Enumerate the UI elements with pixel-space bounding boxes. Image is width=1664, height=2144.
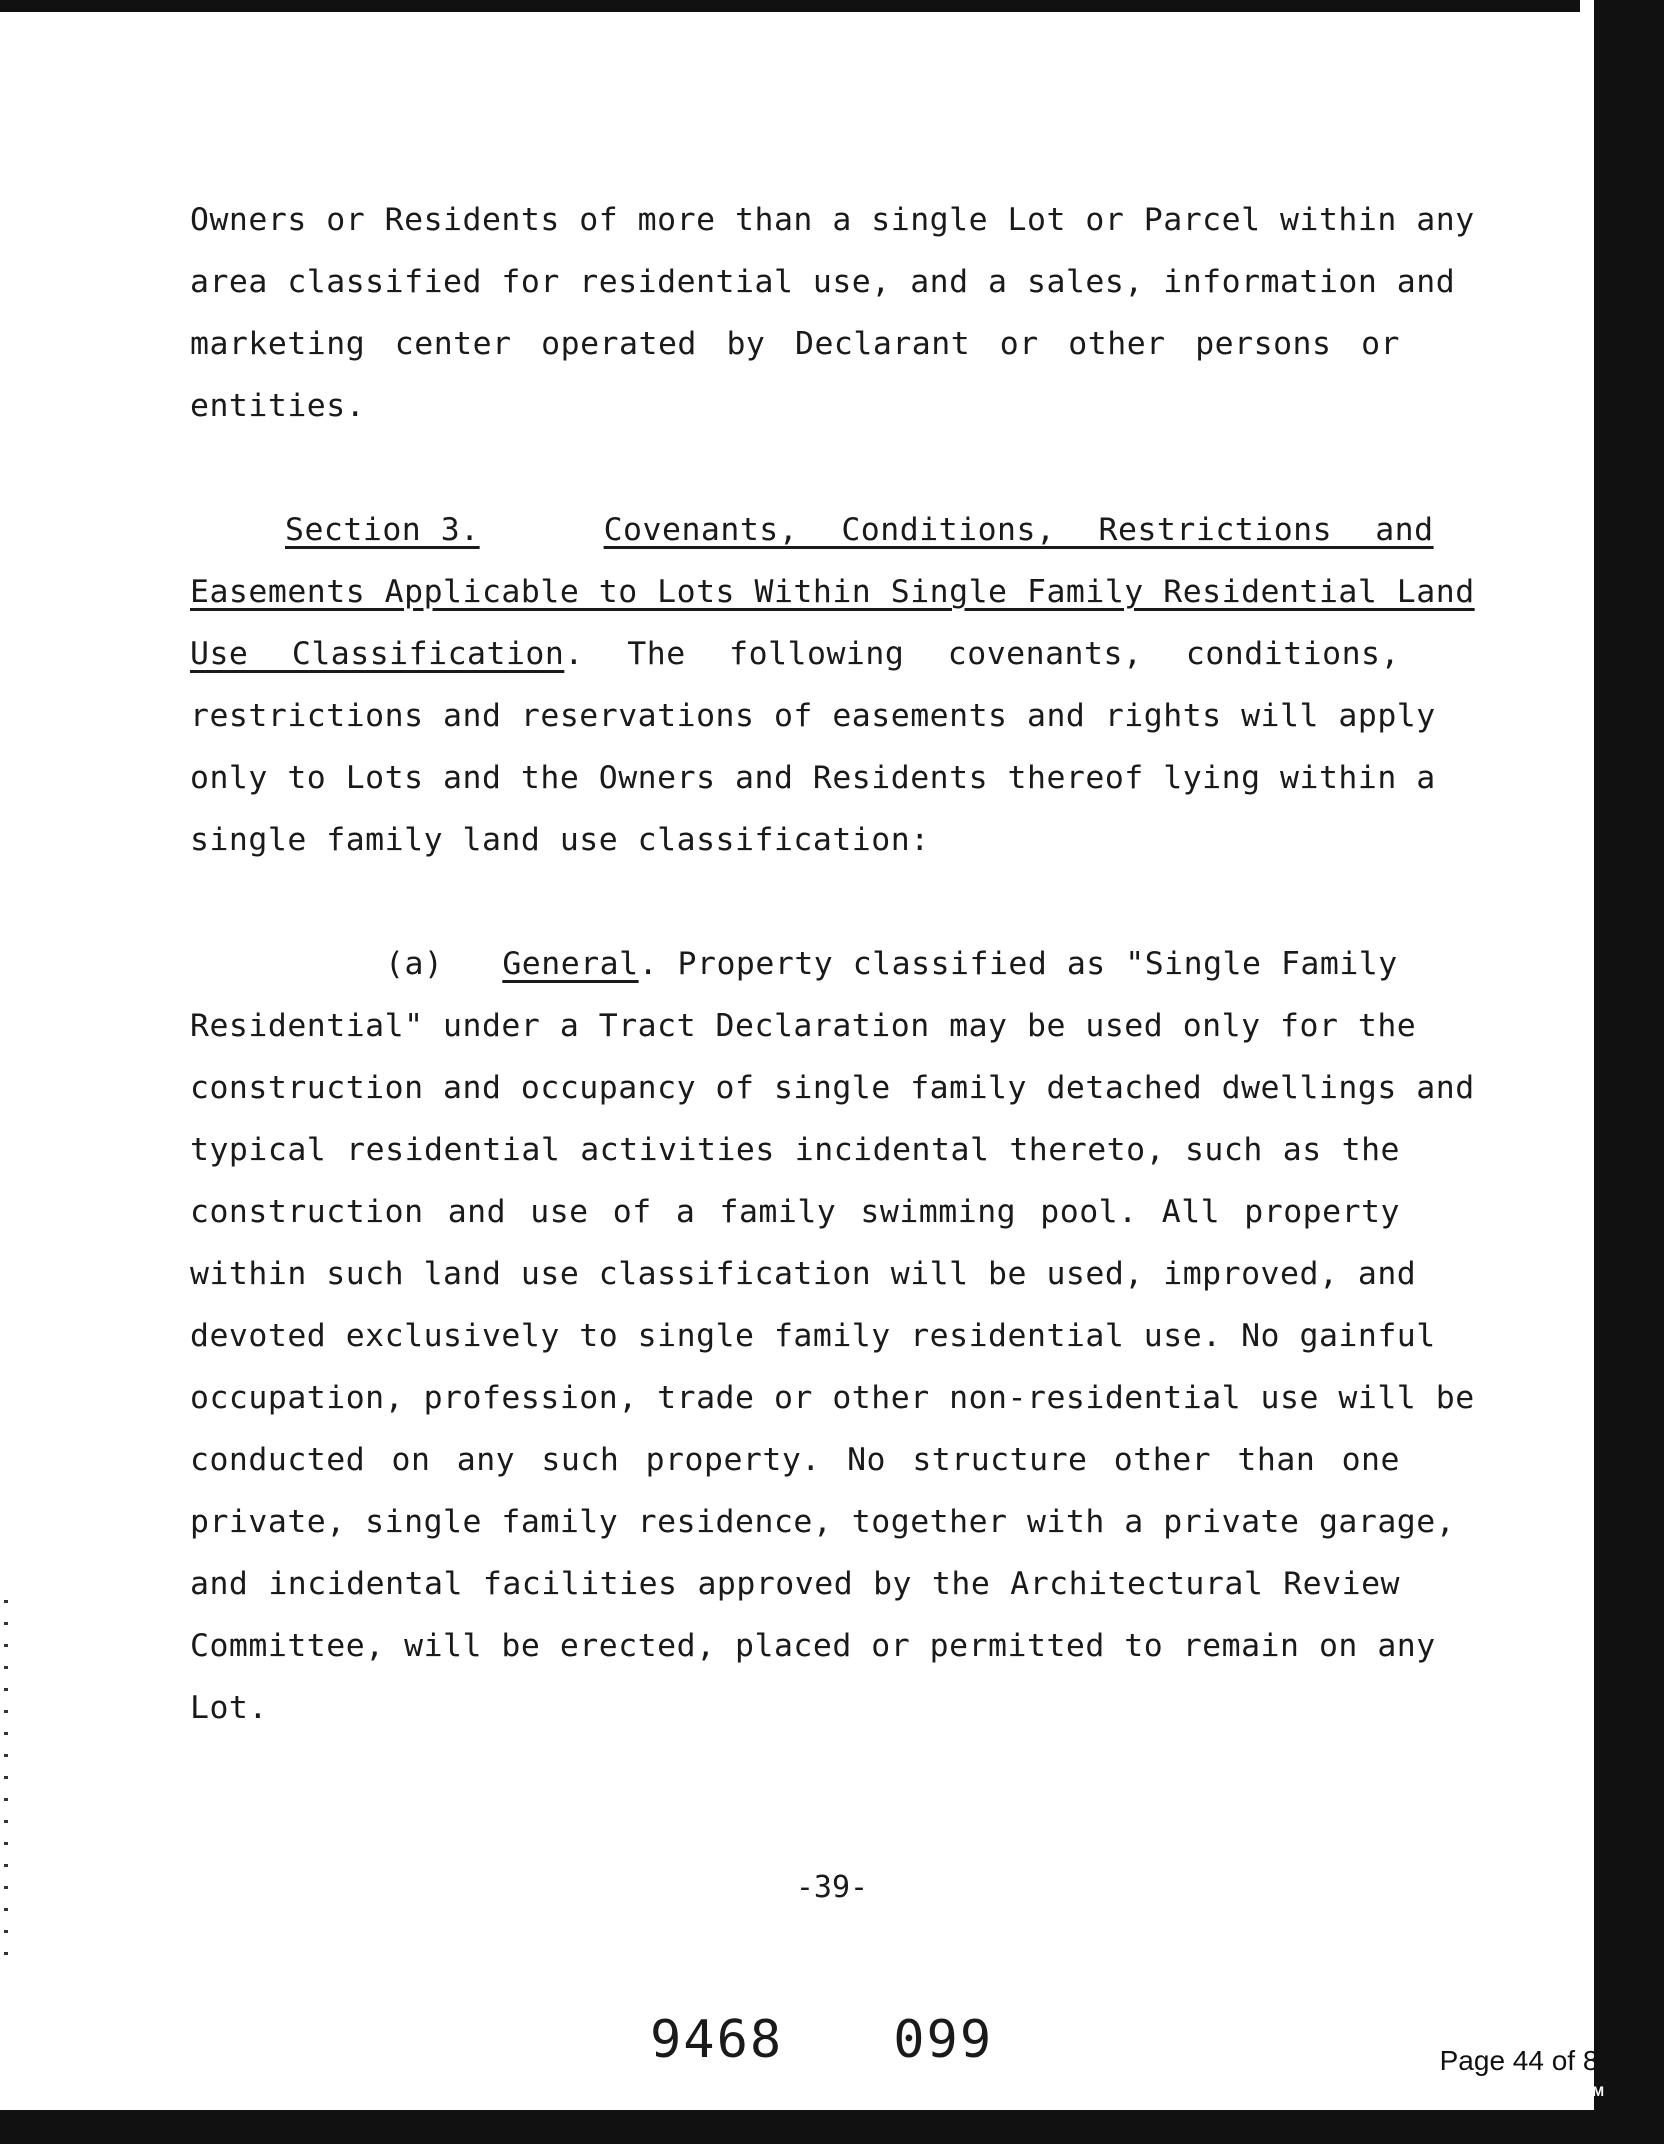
paragraph-line: and incidental facilities approved by the Architectural Review bbox=[190, 1566, 1400, 1602]
paragraph-line: construction and occupancy of single family detached dwellings and bbox=[190, 1070, 1475, 1106]
section-title: Easements Applicable to Lots Within Single Family Residential Land bbox=[190, 574, 1475, 610]
paragraph-line: typical residential activities incidental thereto, such as the bbox=[190, 1132, 1400, 1168]
book-number: 9468 bbox=[650, 2010, 784, 2070]
book-page: 099 bbox=[893, 2010, 994, 2070]
paragraph-line: private, single family residence, together with a private garage, bbox=[190, 1504, 1456, 1540]
section-heading-line bbox=[190, 634, 1400, 674]
paragraph-line: occupation, profession, trade or other non-residential use will be bbox=[190, 1380, 1475, 1416]
scan-border-bottom bbox=[0, 2110, 1664, 2144]
section-title: Use Classification bbox=[190, 636, 565, 672]
paragraph-line: Owners or Residents of more than a single Lot or Parcel within any bbox=[190, 202, 1475, 238]
subsection-text: . Property classified as "Single Family bbox=[638, 946, 1398, 982]
scan-border-top bbox=[0, 0, 1664, 12]
paragraph-line: Lot. bbox=[190, 1690, 268, 1726]
date-stamp: 08/29/2011 12:14 PM bbox=[1470, 2083, 1604, 2099]
paragraph-line: restrictions and reservations of easements and rights will apply bbox=[190, 698, 1436, 734]
scan-border-gap bbox=[1580, 0, 1594, 2144]
paragraph-line: single family land use classification: bbox=[190, 822, 930, 858]
page-number: -39- bbox=[795, 1870, 869, 1905]
paragraph-line: entities. bbox=[190, 388, 366, 424]
section-title: Covenants, Conditions, Restrictions and bbox=[603, 512, 1434, 548]
paragraph-line: Residential" under a Tract Declaration may be used only for the bbox=[190, 1008, 1417, 1044]
paragraph-line: construction and use of a family swimming pool. All property bbox=[190, 1194, 1400, 1230]
subsection-heading-line bbox=[385, 944, 1400, 984]
section-heading-line bbox=[285, 510, 1434, 550]
recording-book-page bbox=[650, 2010, 1103, 2070]
scan-noise-left bbox=[4, 1600, 8, 1960]
paragraph-line: within such land use classification will be used, improved, and bbox=[190, 1256, 1417, 1292]
paragraph-line: devoted exclusively to single family residential use. No gainful bbox=[190, 1318, 1436, 1354]
paragraph-line: Committee, will be erected, placed or permitted to remain on any bbox=[190, 1628, 1436, 1664]
scan-border-right bbox=[1594, 0, 1664, 2144]
subsection-title: General bbox=[502, 946, 639, 982]
section-label: Section 3. bbox=[285, 512, 480, 548]
subsection-marker: (a) bbox=[385, 946, 444, 982]
paragraph-line: marketing center operated by Declarant or other persons or bbox=[190, 326, 1400, 362]
paragraph-line: area classified for residential use, and a sales, information and bbox=[190, 264, 1456, 300]
paragraph-line: conducted on any such property. No structure other than one bbox=[190, 1442, 1400, 1478]
paragraph-line: only to Lots and the Owners and Residents thereof lying within a bbox=[190, 760, 1436, 796]
section-text: . The following covenants, conditions, bbox=[564, 636, 1400, 672]
page-stamp: Page 44 of 84 bbox=[1439, 2045, 1614, 2076]
section-heading-line bbox=[190, 572, 1475, 612]
